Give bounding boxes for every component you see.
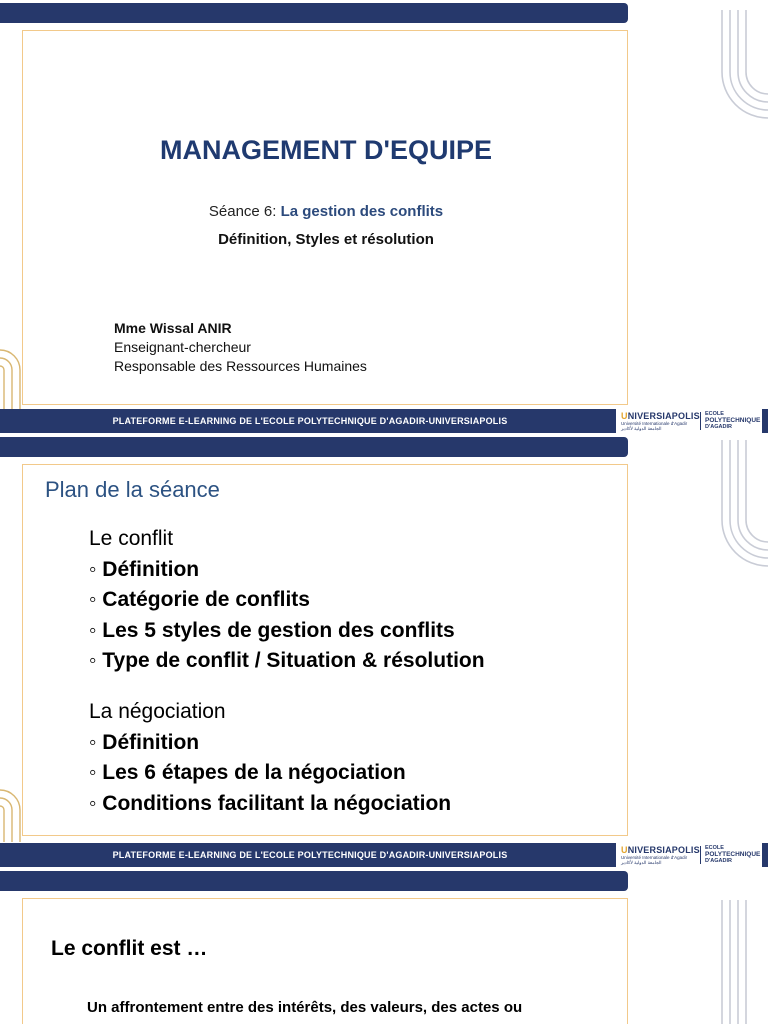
slide3-text: Un affrontement entre des intérêts, des valeurs, des actes ou — [87, 999, 523, 1016]
footer-platform-text: PLATEFORME E-LEARNING DE L'ECOLE POLYTECHNIQUE D'AGADIR-UNIVERSIAPOLIS — [112, 850, 508, 860]
plan-section-heading: La négociation — [89, 700, 226, 723]
plan-section-negociation — [89, 697, 451, 819]
session-prefix: Séance 6: — [208, 203, 281, 220]
slide2 — [22, 464, 628, 836]
slide2-top-bar — [0, 437, 628, 457]
author-role-2: Responsable des Ressources Humaines — [114, 358, 367, 374]
plan-item: ◦ Les 5 styles de gestion des conflits — [89, 618, 455, 642]
plan-item: ◦ Définition — [89, 730, 200, 754]
logo-separator — [700, 412, 701, 430]
universiapolis-logo — [616, 843, 762, 867]
slide1-title: MANAGEMENT D'EQUIPE — [160, 135, 492, 165]
slide1-top-bar — [0, 3, 628, 23]
plan-item: ◦ Type de conflit / Situation & résolution — [89, 649, 485, 672]
logo-title: UNIVERSIAPOLIS — [621, 845, 700, 855]
slide3-top-bar — [0, 871, 628, 891]
slide1-session — [23, 203, 629, 220]
logo-school: ECOLE POLYTECHNIQUE D'AGADIR — [705, 411, 761, 430]
universiapolis-logo — [616, 409, 762, 433]
plan-item: ◦ Catégorie de conflits — [89, 588, 310, 611]
logo-tagline: Université Internationale d'Agadir الجامعة الدولية لأكادير — [621, 855, 688, 865]
slide3-title: Le conflit est … — [51, 937, 208, 960]
plan-section-heading: Le conflit — [89, 527, 174, 550]
plan-item: ◦ Les 6 étapes de la négociation — [89, 761, 406, 784]
author-name: Mme Wissal ANIR — [114, 320, 232, 336]
slide3 — [22, 898, 628, 1024]
plan-item: ◦ Conditions facilitant la négociation — [89, 791, 452, 815]
logo-school: ECOLE POLYTECHNIQUE D'AGADIR — [705, 845, 761, 864]
slide1-subtitle: Définition, Styles et résolution — [218, 231, 434, 248]
logo-title: UNIVERSIAPOLIS — [621, 411, 700, 421]
session-topic: La gestion des conflits — [280, 203, 444, 220]
slide1-footer — [0, 409, 768, 433]
plan-title: Plan de la séance — [45, 477, 220, 502]
logo-tagline: Université Internationale d'Agadir الجامعة الدولية لأكادير — [621, 421, 688, 431]
logo-separator — [700, 846, 701, 864]
slide1 — [22, 30, 628, 405]
footer-platform-text: PLATEFORME E-LEARNING DE L'ECOLE POLYTECHNIQUE D'AGADIR-UNIVERSIAPOLIS — [112, 416, 508, 426]
slide2-footer — [0, 843, 768, 867]
plan-item: ◦ Définition — [89, 557, 200, 581]
author-block — [114, 319, 367, 376]
author-role-1: Enseignant-chercheur — [114, 339, 251, 355]
plan-section-conflit — [89, 524, 485, 677]
